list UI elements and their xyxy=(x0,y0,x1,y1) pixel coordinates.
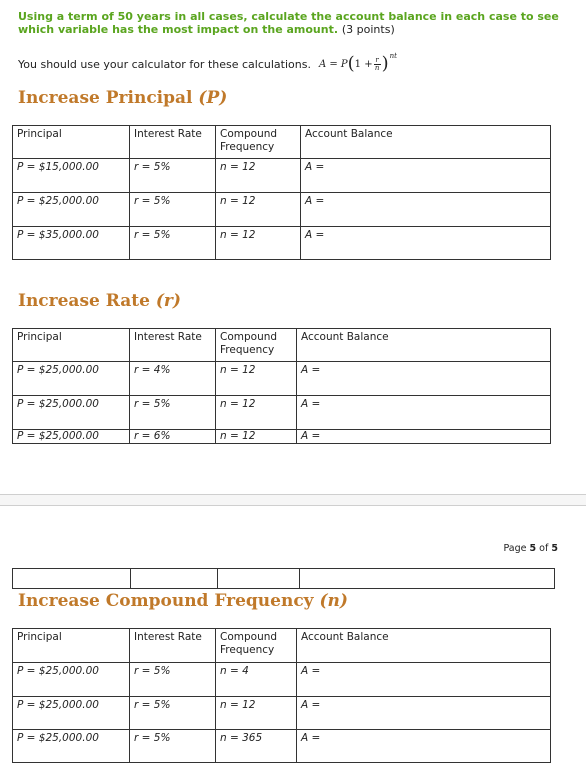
cell-balance[interactable]: A = xyxy=(297,663,551,697)
rate-table xyxy=(12,328,551,444)
cell-rate: r = 5% xyxy=(130,663,216,697)
cell-balance[interactable]: A = xyxy=(297,697,551,730)
points-label: (3 points) xyxy=(341,23,395,36)
cell-balance[interactable]: A = xyxy=(297,430,551,444)
header-account-balance: Account Balance xyxy=(297,329,551,362)
page-current: 5 xyxy=(529,543,537,554)
cell-principal: P = $25,000.00 xyxy=(13,730,130,763)
cell-balance[interactable]: A = xyxy=(301,159,551,193)
header-compound-frequency: Compound Frequency xyxy=(216,629,297,663)
cell-frequency: n = 12 xyxy=(216,430,297,444)
header-principal: Principal xyxy=(13,329,130,362)
cell-rate: r = 6% xyxy=(130,430,216,444)
cell-rate: r = 4% xyxy=(130,362,216,396)
cell-principal: P = $25,000.00 xyxy=(13,697,130,730)
header-interest-rate: Interest Rate xyxy=(130,126,216,159)
cell-frequency: n = 12 xyxy=(216,227,301,260)
table-header-row xyxy=(13,329,551,362)
table-row xyxy=(13,697,551,730)
header-principal: Principal xyxy=(13,126,130,159)
cell-principal: P = $25,000.00 xyxy=(13,193,130,227)
page-prefix: Page xyxy=(503,543,527,554)
section-variable: (P) xyxy=(198,88,228,108)
table-row xyxy=(13,193,551,227)
table-row xyxy=(13,362,551,396)
header-compound-frequency: Compound Frequency xyxy=(216,126,301,159)
table-row xyxy=(13,730,551,763)
formula-denominator: n xyxy=(374,63,380,72)
blank-cell xyxy=(13,569,131,589)
cell-balance[interactable]: A = xyxy=(297,730,551,763)
compound-interest-formula xyxy=(318,52,397,74)
cell-principal: P = $35,000.00 xyxy=(13,227,130,260)
cell-principal: P = $15,000.00 xyxy=(13,159,130,193)
instructions xyxy=(18,10,568,36)
cell-rate: r = 5% xyxy=(130,730,216,763)
table-header-row xyxy=(13,126,551,159)
cell-balance[interactable]: A = xyxy=(297,362,551,396)
section-title-compound-frequency xyxy=(18,591,348,611)
header-account-balance: Account Balance xyxy=(301,126,551,159)
cell-principal: P = $25,000.00 xyxy=(13,663,130,697)
table-row xyxy=(13,227,551,260)
blank-cell xyxy=(131,569,218,589)
cell-balance[interactable]: A = xyxy=(297,396,551,430)
cell-rate: r = 5% xyxy=(130,159,216,193)
calculator-note-line xyxy=(18,52,397,74)
header-interest-rate: Interest Rate xyxy=(130,329,216,362)
page-total: 5 xyxy=(551,543,558,554)
section-title-rate xyxy=(18,291,181,311)
cell-frequency: n = 4 xyxy=(216,663,297,697)
principal-table xyxy=(12,125,551,260)
header-interest-rate: Interest Rate xyxy=(130,629,216,663)
header-compound-frequency: Compound Frequency xyxy=(216,329,297,362)
section-title-text: Increase Compound Frequency xyxy=(18,591,314,611)
section-title-text: Increase Principal xyxy=(18,88,193,108)
cell-rate: r = 5% xyxy=(130,193,216,227)
instructions-text: Using a term of 50 years in all cases, calculate the account balance in each case to see which variable has the most impact on the amount. xyxy=(18,10,559,36)
page-separator xyxy=(0,494,586,506)
cell-rate: r = 5% xyxy=(130,227,216,260)
formula-paren-close: ) xyxy=(381,53,389,74)
cell-principal: P = $25,000.00 xyxy=(13,430,130,444)
cell-rate: r = 5% xyxy=(130,697,216,730)
formula-paren-open: ( xyxy=(347,53,355,74)
table-row xyxy=(13,396,551,430)
formula-numerator: r xyxy=(375,55,379,64)
section-title-principal xyxy=(18,88,227,108)
cell-frequency: n = 12 xyxy=(216,193,301,227)
formula-exponent: nt xyxy=(389,52,397,60)
table-header-row xyxy=(13,629,551,663)
page-of: of xyxy=(539,543,549,554)
section-title-text: Increase Rate xyxy=(18,291,150,311)
table-row xyxy=(13,430,551,444)
cell-principal: P = $25,000.00 xyxy=(13,396,130,430)
cell-balance[interactable]: A = xyxy=(301,227,551,260)
blank-cell xyxy=(218,569,300,589)
table-row xyxy=(13,663,551,697)
section-variable: (r) xyxy=(155,291,181,311)
header-principal: Principal xyxy=(13,629,130,663)
cell-frequency: n = 12 xyxy=(216,159,301,193)
cell-balance[interactable]: A = xyxy=(301,193,551,227)
blank-cell xyxy=(300,569,555,589)
calculator-note: You should use your calculator for these calculations. xyxy=(18,57,311,71)
formula-one-plus: 1 + xyxy=(354,58,373,70)
header-account-balance: Account Balance xyxy=(297,629,551,663)
table-continuation-row xyxy=(12,568,555,589)
cell-rate: r = 5% xyxy=(130,396,216,430)
cell-principal: P = $25,000.00 xyxy=(13,362,130,396)
cell-frequency: n = 12 xyxy=(216,396,297,430)
page-indicator xyxy=(503,543,558,554)
compound-frequency-table xyxy=(12,628,551,763)
formula-lhs: A = P xyxy=(318,58,348,70)
section-variable: (n) xyxy=(319,591,348,611)
cell-frequency: n = 365 xyxy=(216,730,297,763)
cell-frequency: n = 12 xyxy=(216,362,297,396)
cell-frequency: n = 12 xyxy=(216,697,297,730)
formula-fraction xyxy=(374,57,381,72)
table-row xyxy=(13,159,551,193)
